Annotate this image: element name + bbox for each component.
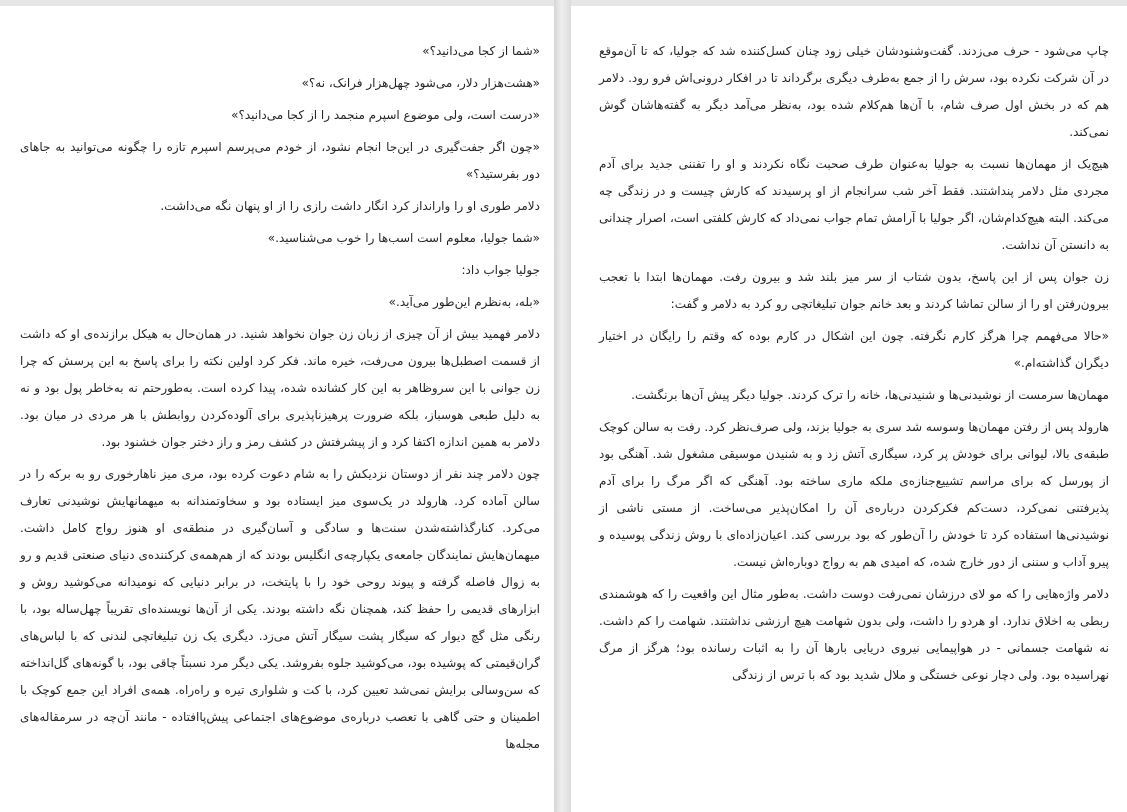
paragraph: «شما جولیا، معلوم است اسب‌ها را خوب می‌شناسید.» bbox=[267, 231, 540, 245]
paragraph: چاپ می‌شود - حرف می‌زدند. گفت‌وشنودشان خیلی زود چنان کسل‌کننده شد که جولیا، که تا آن‌موقع در آن شرکت نکرده بود، سرش را از جمع به‌طرف دیگری برگرداند تا در افکار درونی‌اش فرو رود. دلامر هم که در بخش اول صرف شام، با آن‌ها هم‌کلام شده بود، به‌نظر می‌آمد دیگر به گفته‌هاشان گوش نمی‌کند. bbox=[599, 44, 1109, 139]
paragraph: «درست است، ولی موضوع اسپرم منجمد را از کجا می‌دانید؟» bbox=[231, 108, 540, 122]
right-page bbox=[571, 6, 1127, 812]
paragraph: هارولد پس از رفتن مهمان‌ها وسوسه شد سری به جولیا بزند، ولی صرف‌نظر کرد. رفت به سالن کوچک طبقه‌ی بالا، لیوانی برای خودش پر کرد، سیگاری آتش زد و به شنیدن موسیقی مشغول شد. آهنگی بود از پورسل که برای مراسم تشییع‌جنازه‌ی ملکه ماری ساخته بود. آهنگی که اگر مرگ را برای آدم پذیرفتنی نمی‌کرد، دست‌کم فکرکردن درباره‌ی آن را امکان‌پذیر می‌ساخت. از مستی ناشی از نوشیدنی‌ها استفاده کرد تا خودش را آن‌طور که بود بررسی کند. اعیان‌زاده‌ای با روش زندگی پوسیده و پیرو آداب و سننی از دور خارج شده، که امیدی هم به رواج دوباره‌اش نیست. bbox=[599, 420, 1109, 569]
paragraph: زن جوان پس از این پاسخ، بدون شتاب از سر میز بلند شد و بیرون رفت. مهمان‌ها ابتدا با تعجب بیرون‌رفتن او را از سالن تماشا کردند و بعد خانم جوان تبلیغاتچی رو کرد به دلامر و گفت: bbox=[599, 270, 1109, 311]
paragraph: دلامر واژه‌هایی را که مو لای درزشان نمی‌رفت دوست داشت. به‌طور مثال این واقعیت را که هوشمندی ربطی به اخلاق ندارد. او هردو را داشت، ولی بدون شهامت هیچ ارزشی نداشتند. شهامت را کم داشت. نه شهامت جسمانی - در هواپیمایی نیروی دریایی بارها آن را به اثبات رسانده بود؛ هرگز از مرگ نهراسیده بود. ولی دچار نوعی خستگی و ملال شدید بود که با ترس از زندگی bbox=[599, 587, 1109, 682]
paragraph: دلامر فهمید بیش از آن چیزی از زبان زن جوان نخواهد شنید. در همان‌حال به هیکل برازنده‌ی او که داشت از قسمت اصطبل‌ها بیرون می‌رفت، خیره ماند. فکر کرد اولین نکته را برای پاسخ به این پرسش که چرا زن جوانی با این سروظاهر به این کار کشانده شده، پیدا کرده است. به‌طورحتم نه به‌خاطر پول بود و نه به دلیل طبعی هوسباز، بلکه ضرورت پرهیزناپذیری برای آلوده‌کردن روابطش با هر مردی در میان بود. دلامر به همین اندازه اکتفا کرد و از پیشرفتش در کشف رمز و راز دختر جوان خشنود بود. bbox=[20, 327, 540, 449]
paragraph: چون دلامر چند نفر از دوستان نزدیکش را به شام دعوت کرده بود، مری میز ناهارخوری رو به برکه را در سالن آماده کرد. هارولد در یک‌سوی میز ایستاده بود و سخاوتمندانه به میهمانهایش نوشیدنی تعارف می‌کرد. کنارگذاشته‌شدن سنت‌ها و سادگی و آسان‌گیری در منطقه‌ی او هنوز رواج کامل داشت. میهمان‌هایش نمایندگان جامعه‌ی یکپارچه‌ی انگلیس بودند که از هم‌همه‌ی کرکننده‌ی دنیای صنعتی قدیم و رو به زوال فاصله گرفته و پیوند روحی خود را با پایتخت، در برابر دنیایی که نومیدانه می‌کوشید روش و ابزارهای قدیمی را حفظ کند، همچنان نگه داشته بودند. یکی از آن‌ها نویسنده‌ای تقریباً چهل‌ساله بود، با رنگی مثل گچ دیوار که سیگار پشت سیگار آتش می‌زد. دیگری یک زن تبلیغاتچی لندنی که با لباس‌های گران‌قیمتی که پوشیده بود، می‌کوشید جلوه بفروشد. یکی دیگر مرد نسبتاً چاقی بود، با گونه‌های گل‌انداخته که سن‌وسالی برایش نمی‌شد تعیین کرد، با کت و شلواری تیره و راه‌راه. همه‌ی افراد این جمع کوچک با اطمینان و حتی گاهی با تعصب درباره‌ی موضوع‌های اجتماعی پیش‌پاافتاده - مانند آن‌چه در سرمقاله‌های مجله‌ها bbox=[20, 467, 540, 751]
paragraph: «چون اگر جفت‌گیری در این‌جا انجام نشود، از خودم می‌پرسم اسپرم تازه را چگونه می‌توانید به جاهای دور بفرستید؟» bbox=[20, 140, 540, 181]
paragraph: «شما از کجا می‌دانید؟» bbox=[422, 44, 540, 58]
left-page-text bbox=[20, 38, 540, 763]
right-page-text bbox=[599, 38, 1109, 694]
left-page bbox=[0, 6, 554, 812]
paragraph: «بله، به‌نظرم این‌طور می‌آید.» bbox=[388, 295, 540, 309]
paragraph: «حالا می‌فهمم چرا هرگز کارم نگرفته. چون این اشکال در کارم بوده که وقتم را رایگان در اختیار دیگران گذاشته‌ام.» bbox=[599, 329, 1109, 370]
page-gutter bbox=[554, 0, 571, 812]
paragraph: مهمان‌ها سرمست از نوشیدنی‌ها و شنیدنی‌ها، خانه را ترک کردند. جولیا دیگر پیش آن‌ها برنگشت. bbox=[631, 388, 1109, 402]
paragraph: جولیا جواب داد: bbox=[461, 263, 540, 277]
paragraph: هیچ‌یک از مهمان‌ها نسبت به جولیا به‌عنوان طرف صحبت نگاه نکردند و او را تفننی جدید برای آدم مجردی مثل دلامر پنداشتند. فقط آخر شب سرانجام از او پرسیدند که کارش چیست و در زندگی چه می‌کند. البته هیچ‌کدام‌شان، اگر جولیا با آرامش تمام جواب نمی‌داد که کارش کلفتی است، اصرار چندانی به دانستن آن نداشت. bbox=[599, 157, 1109, 252]
paragraph: دلامر طوری او را وارانداز کرد انگار داشت رازی را از او پنهان نگه می‌داشت. bbox=[160, 199, 540, 213]
paragraph: «هشت‌هزار دلار، می‌شود چهل‌هزار فرانک، نه؟» bbox=[301, 76, 540, 90]
